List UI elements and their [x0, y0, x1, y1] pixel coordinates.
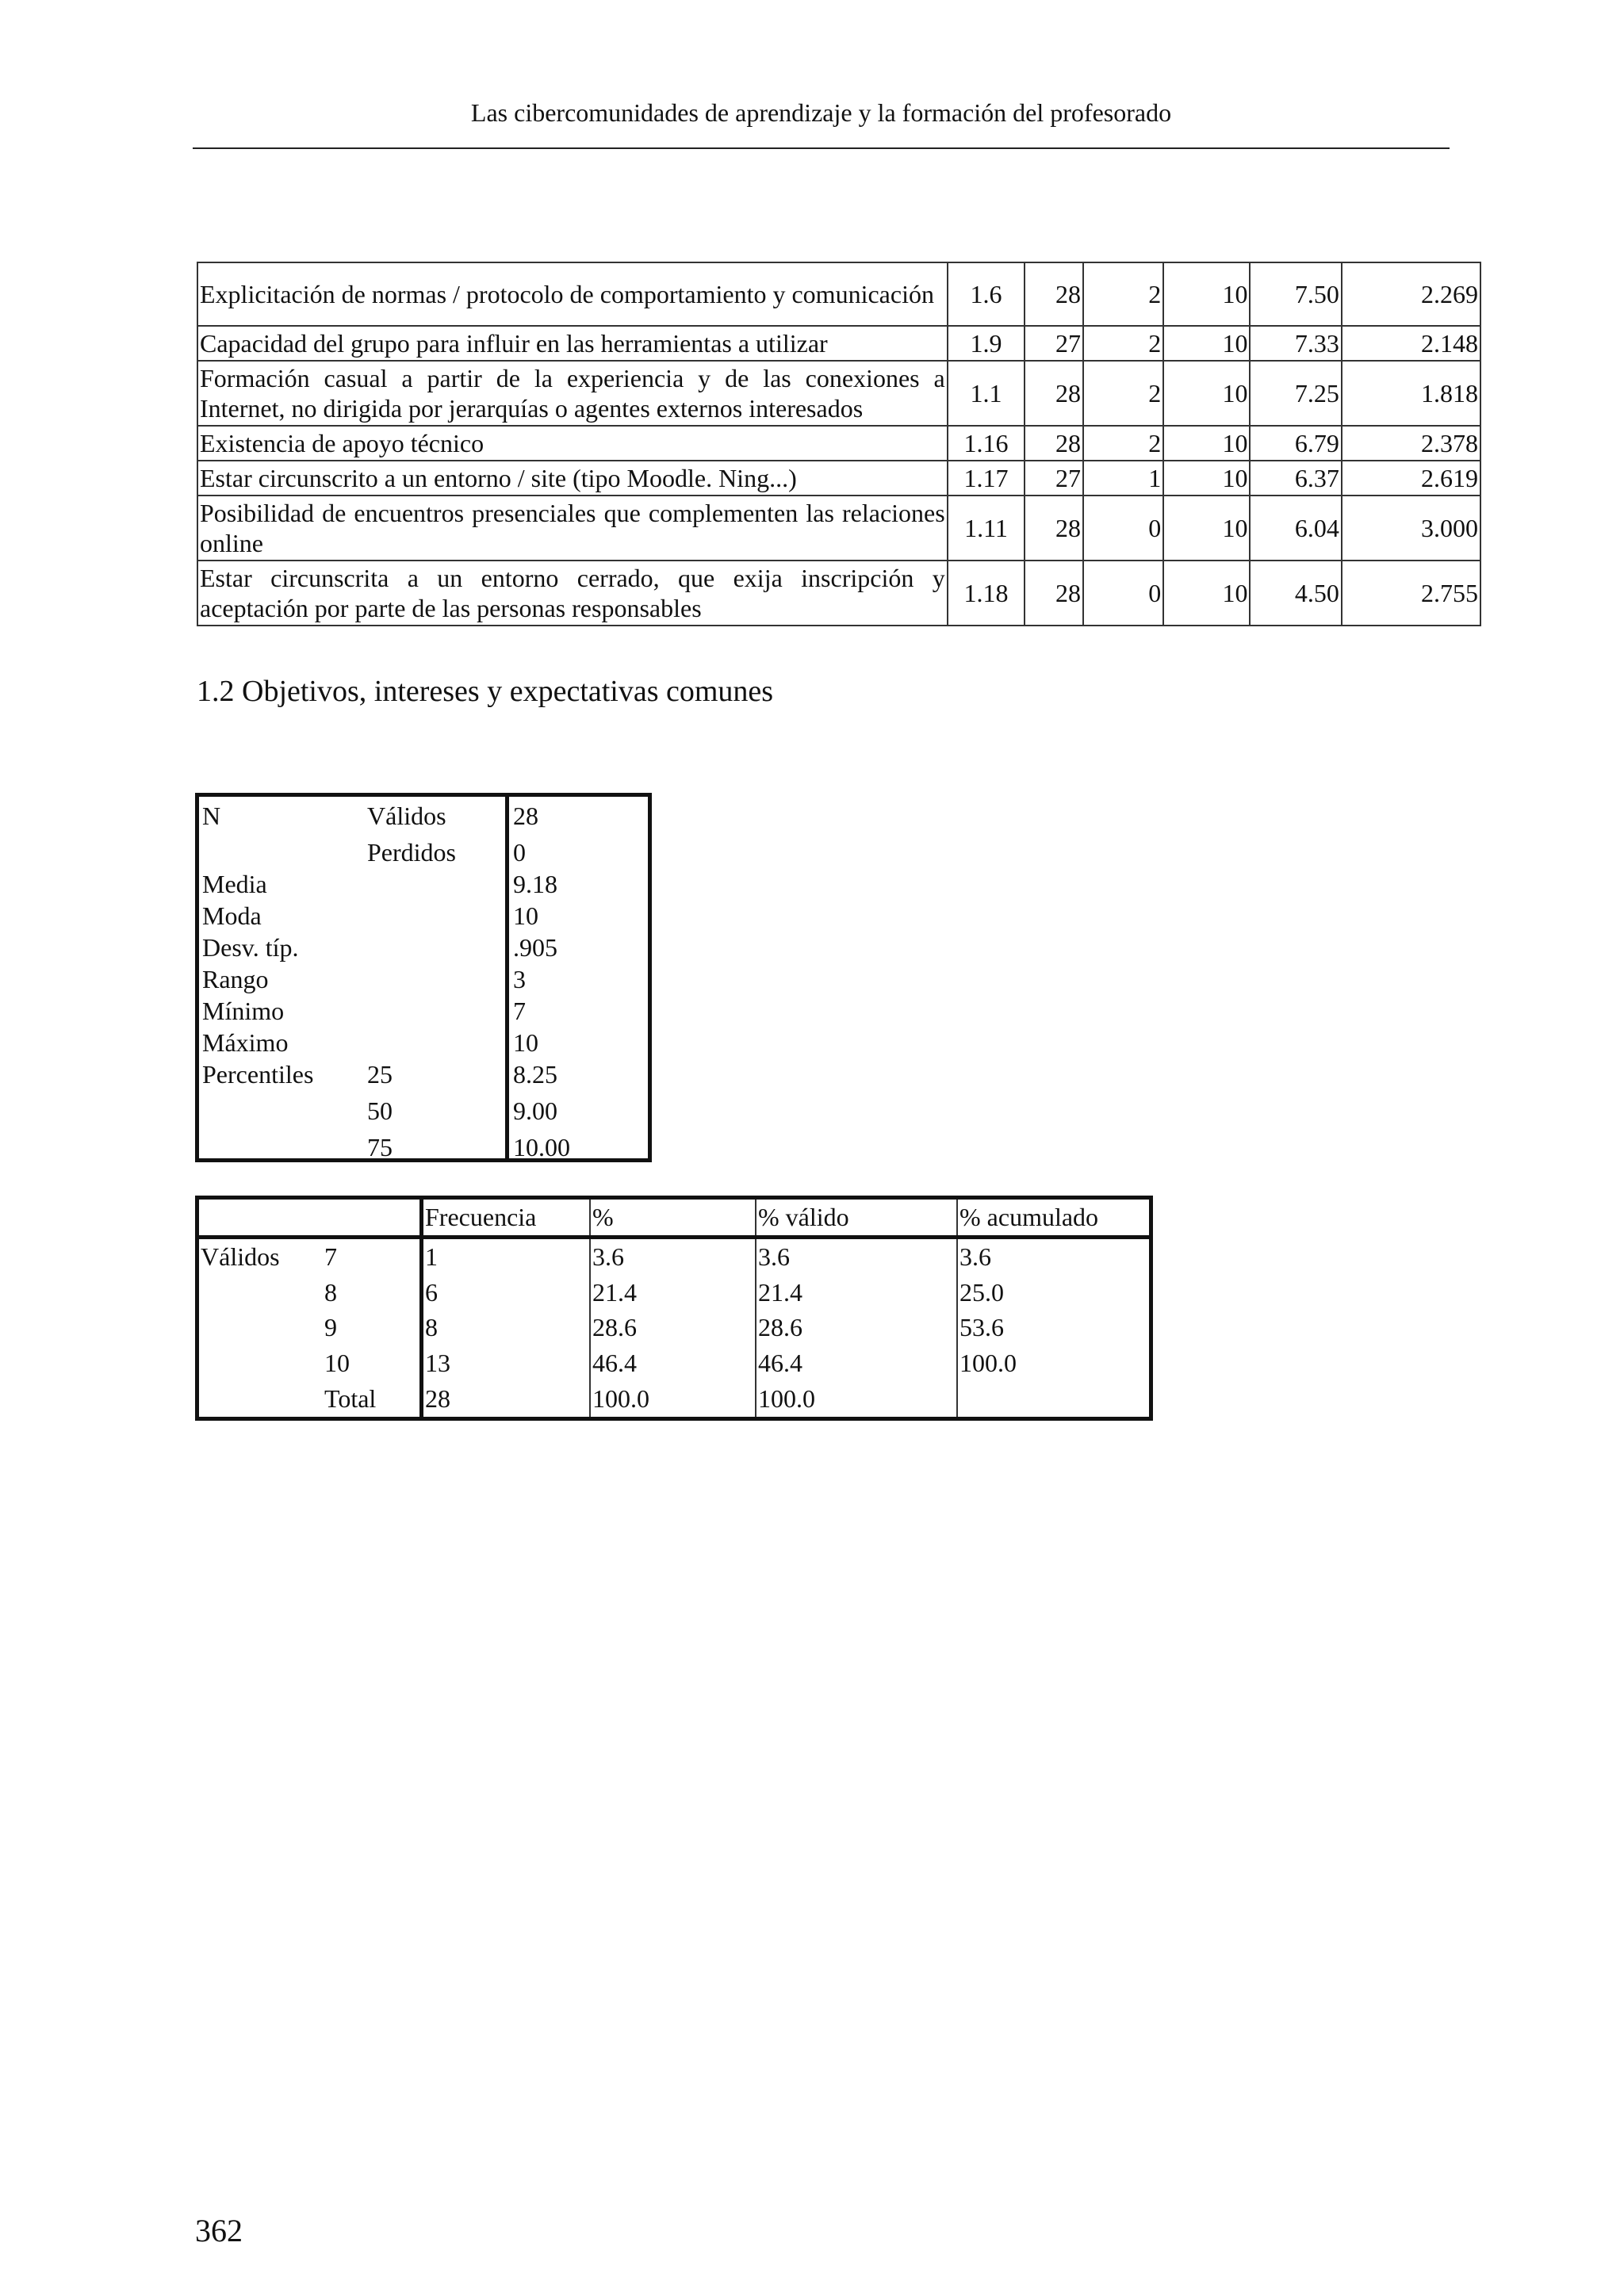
table-row: [197, 461, 1480, 496]
percent-cell: 28.6: [590, 1311, 756, 1346]
frequency-cell: 1: [422, 1237, 591, 1274]
item-mean: 6.04: [1250, 496, 1341, 561]
table-row: [197, 1311, 1151, 1346]
stat-label: Percentiles: [202, 1060, 314, 1089]
item-min: 0: [1083, 496, 1163, 561]
item-code: 1.11: [948, 496, 1025, 561]
stat-label: Mínimo: [202, 997, 285, 1025]
frequency-cell: 6: [422, 1275, 591, 1311]
table-row: [197, 1381, 1151, 1418]
table-row: [197, 361, 1480, 426]
stat-label: Máximo: [202, 1028, 289, 1057]
item-n: 27: [1025, 326, 1083, 361]
item-text: Estar circunscrita a un entorno cerrado, que exija inscripción y aceptación por parte de las personas responsables: [197, 561, 948, 626]
table-row: [199, 868, 648, 900]
stat-label: Moda: [202, 901, 262, 930]
frequency-cell: 13: [422, 1345, 591, 1381]
stat-sublabel: 25: [367, 1060, 393, 1089]
stat-label: Media: [202, 870, 267, 898]
stat-sublabel: Perdidos: [367, 838, 456, 867]
item-max: 10: [1163, 426, 1250, 461]
item-text: Existencia de apoyo técnico: [197, 426, 948, 461]
table-row: [199, 900, 648, 932]
items-table: [197, 262, 1481, 626]
stat-label: Desv. típ.: [202, 933, 299, 962]
item-mean: 4.50: [1250, 561, 1341, 626]
stat-value: 10: [513, 1028, 538, 1057]
item-max: 10: [1163, 496, 1250, 561]
group-label: Válidos: [201, 1242, 280, 1271]
item-min: 2: [1083, 361, 1163, 426]
stat-sublabel: 75: [367, 1133, 393, 1161]
header-empty: [197, 1198, 324, 1238]
table-row: [199, 1027, 648, 1058]
header-cell: Frecuencia: [422, 1198, 591, 1238]
stat-value: 0: [513, 838, 526, 867]
page-number: 362: [195, 2213, 243, 2248]
table-row: [197, 426, 1480, 461]
valid-percent-cell: 46.4: [756, 1345, 957, 1381]
percent-cell: 3.6: [590, 1237, 756, 1274]
table-row: [199, 836, 648, 868]
item-code: 1.18: [948, 561, 1025, 626]
table-row: [197, 496, 1480, 561]
item-n: 28: [1025, 361, 1083, 426]
table-header-row: [197, 1198, 1151, 1238]
category-cell: 7: [324, 1242, 337, 1271]
item-text: Explicitación de normas / protocolo de comportamiento y comunicación: [197, 262, 948, 326]
frequency-cell: 28: [422, 1381, 591, 1418]
item-mean: 7.50: [1250, 262, 1341, 326]
percent-cell: 46.4: [590, 1345, 756, 1381]
item-min: 2: [1083, 326, 1163, 361]
section-title: 1.2 Objetivos, intereses y expectativas comunes: [197, 675, 774, 708]
table-row: [197, 561, 1480, 626]
item-max: 10: [1163, 361, 1250, 426]
frequency-table: [195, 1196, 1153, 1421]
item-max: 10: [1163, 326, 1250, 361]
item-n: 28: [1025, 426, 1083, 461]
item-n: 28: [1025, 262, 1083, 326]
item-n: 27: [1025, 461, 1083, 496]
item-min: 0: [1083, 561, 1163, 626]
cumulative-percent-cell: 3.6: [957, 1237, 1151, 1274]
item-min: 2: [1083, 426, 1163, 461]
item-max: 10: [1163, 262, 1250, 326]
stat-label: N: [202, 802, 221, 830]
stat-label: Rango: [202, 965, 269, 993]
item-mean: 7.33: [1250, 326, 1341, 361]
cumulative-percent-cell: [957, 1381, 1151, 1418]
header-cell: % acumulado: [957, 1198, 1151, 1238]
item-max: 10: [1163, 461, 1250, 496]
table-row: [199, 1095, 648, 1127]
stat-sublabel: 50: [367, 1096, 393, 1125]
percent-cell: 100.0: [590, 1381, 756, 1418]
item-text: Estar circunscrito a un entorno / site (tipo Moodle. Ning...): [197, 461, 948, 496]
item-sd: 2.755: [1342, 561, 1480, 626]
stat-value: 3: [513, 965, 526, 993]
item-sd: 2.269: [1342, 262, 1480, 326]
item-mean: 7.25: [1250, 361, 1341, 426]
item-sd: 2.378: [1342, 426, 1480, 461]
valid-percent-cell: 28.6: [756, 1311, 957, 1346]
table-row: [199, 1131, 648, 1163]
stat-sublabel: Válidos: [367, 802, 446, 830]
cumulative-percent-cell: 100.0: [957, 1345, 1151, 1381]
stat-value: 9.00: [513, 1096, 557, 1125]
table-row: [199, 963, 648, 995]
stat-value: 9.18: [513, 870, 557, 898]
table-row: [197, 262, 1480, 326]
stat-value: .905: [513, 933, 557, 962]
item-code: 1.16: [948, 426, 1025, 461]
cumulative-percent-cell: 25.0: [957, 1275, 1151, 1311]
stat-value: 7: [513, 997, 526, 1025]
stat-value: 8.25: [513, 1060, 557, 1089]
table-row: [199, 1058, 648, 1090]
item-text: Capacidad del grupo para influir en las herramientas a utilizar: [197, 326, 948, 361]
table-row: [199, 800, 648, 832]
item-text: Formación casual a partir de la experiencia y de las conexiones a Internet, no dirigida por jerarquías o agentes externos interesados: [197, 361, 948, 426]
item-mean: 6.79: [1250, 426, 1341, 461]
percent-cell: 21.4: [590, 1275, 756, 1311]
statistics-table: [195, 793, 652, 1162]
stat-value: 28: [513, 802, 538, 830]
valid-percent-cell: 100.0: [756, 1381, 957, 1418]
item-min: 2: [1083, 262, 1163, 326]
item-mean: 6.37: [1250, 461, 1341, 496]
category-cell: 8: [324, 1277, 337, 1307]
item-sd: 3.000: [1342, 496, 1480, 561]
item-n: 28: [1025, 561, 1083, 626]
item-n: 28: [1025, 496, 1083, 561]
item-sd: 2.148: [1342, 326, 1480, 361]
item-text: Posibilidad de encuentros presenciales que complementen las relaciones online: [197, 496, 948, 561]
category-cell: Total: [324, 1384, 377, 1414]
table-row: [199, 995, 648, 1027]
table-row: [197, 1345, 1151, 1381]
cumulative-percent-cell: 53.6: [957, 1311, 1151, 1346]
item-code: 1.17: [948, 461, 1025, 496]
item-sd: 2.619: [1342, 461, 1480, 496]
stat-value: 10.00: [513, 1133, 570, 1161]
table-row: [197, 1275, 1151, 1311]
header-cell: %: [590, 1198, 756, 1238]
running-header: Las cibercomunidades de aprendizaje y la formación del profesorado: [193, 94, 1450, 149]
category-cell: 9: [324, 1313, 337, 1342]
item-sd: 1.818: [1342, 361, 1480, 426]
table-row: [197, 326, 1480, 361]
item-code: 1.1: [948, 361, 1025, 426]
table-row: [199, 932, 648, 963]
table-row: [197, 1237, 1151, 1274]
item-code: 1.6: [948, 262, 1025, 326]
header-cell: % válido: [756, 1198, 957, 1238]
item-code: 1.9: [948, 326, 1025, 361]
item-max: 10: [1163, 561, 1250, 626]
valid-percent-cell: 21.4: [756, 1275, 957, 1311]
valid-percent-cell: 3.6: [756, 1237, 957, 1274]
header-empty: [323, 1198, 422, 1238]
frequency-cell: 8: [422, 1311, 591, 1346]
item-min: 1: [1083, 461, 1163, 496]
category-cell: 10: [324, 1349, 350, 1378]
stat-value: 10: [513, 901, 538, 930]
